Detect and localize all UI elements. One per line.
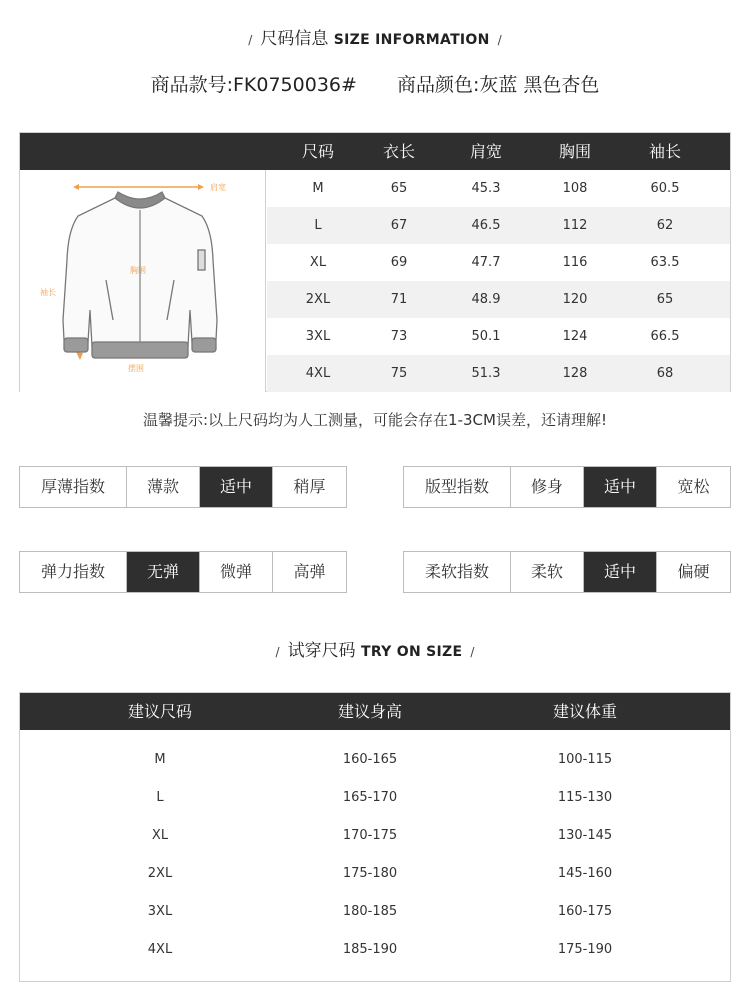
table-row: XL 170-175 130-145 <box>151 828 613 843</box>
fit-option-loose: 宽松 <box>677 477 710 496</box>
size-info-title: / 尺码信息 SIZE INFORMATION / <box>248 29 502 49</box>
header-shoulder: 肩宽 <box>469 142 502 161</box>
softness-option-hard: 偏硬 <box>677 562 710 581</box>
table-row: 4XL 185-190 175-190 <box>147 942 613 957</box>
size-table-header <box>20 133 730 170</box>
table-row: M 65 45.3 108 60.5 <box>312 181 680 196</box>
label-sleeve: 袖长 <box>40 288 56 297</box>
fit-index-label: 版型指数 <box>404 467 511 507</box>
table-row: 3XL 73 50.1 124 66.5 <box>305 329 680 344</box>
product-info <box>0 70 750 97</box>
table-row: M 160-165 100-115 <box>154 752 613 767</box>
label-chest: 胸围 <box>130 266 146 275</box>
thickness-option-thin: 薄款 <box>127 467 200 507</box>
header-suggested-height: 建议身高 <box>337 702 402 721</box>
try-on-title: / 试穿尺码 TRY ON SIZE / <box>275 641 475 661</box>
product-colors: 商品颜色:灰蓝 黑色杏色 <box>396 74 600 96</box>
product-code: 商品款号:FK0750036# <box>150 74 357 96</box>
table-row: L 165-170 115-130 <box>156 790 613 805</box>
size-info-title-en: SIZE INFORMATION <box>333 32 490 48</box>
label-shoulder: 肩宽 <box>210 183 226 192</box>
elasticity-option-slight: 微弹 <box>200 552 273 592</box>
try-on-title-en: TRY ON SIZE <box>361 644 463 660</box>
header-sleeve: 袖长 <box>648 142 681 161</box>
try-on-title-cn: 试穿尺码 <box>287 641 356 661</box>
table-row: 3XL 180-185 160-175 <box>147 904 613 919</box>
softness-index <box>403 551 731 593</box>
table-row: XL 69 47.7 116 63.5 <box>309 255 680 270</box>
thickness-option-thick: 稍厚 <box>293 477 326 496</box>
fit-index <box>403 466 731 508</box>
table-row: 2XL 175-180 145-160 <box>147 866 613 881</box>
softness-index-label: 柔软指数 <box>404 552 511 592</box>
measurement-tip: 温馨提示:以上尺码均为人工测量，可能会存在1-3CM误差，还请理解! <box>143 411 607 429</box>
elasticity-option-high: 高弹 <box>293 562 326 581</box>
softness-option-medium: 适中 <box>584 552 657 592</box>
table-row: 2XL 71 48.9 120 65 <box>267 281 730 318</box>
try-on-table-header <box>20 693 730 730</box>
size-info-title-cn: 尺码信息 <box>260 29 329 49</box>
header-suggested-weight: 建议体重 <box>552 702 617 721</box>
table-row: L 67 46.5 112 62 <box>267 207 730 244</box>
size-table <box>19 132 731 392</box>
table-row: 4XL 75 51.3 128 68 <box>267 355 730 392</box>
size-rows <box>267 170 730 392</box>
elasticity-option-none: 无弹 <box>127 552 200 592</box>
label-hem: 摆围 <box>128 364 144 373</box>
elasticity-index-label: 弹力指数 <box>20 552 127 592</box>
thickness-index-label: 厚薄指数 <box>20 467 127 507</box>
thickness-index <box>19 466 347 508</box>
header-length: 衣长 <box>382 142 415 161</box>
softness-option-soft: 柔软 <box>511 552 584 592</box>
header-chest: 胸围 <box>558 142 591 161</box>
fit-option-medium: 适中 <box>584 467 657 507</box>
header-size: 尺码 <box>301 142 334 161</box>
try-on-table <box>19 692 731 982</box>
elasticity-index <box>19 551 347 593</box>
thickness-option-medium: 适中 <box>200 467 273 507</box>
jacket-diagram <box>20 170 266 392</box>
header-suggested-size: 建议尺码 <box>127 702 192 721</box>
jacket-illustration <box>20 170 266 392</box>
fit-option-slim: 修身 <box>511 467 584 507</box>
